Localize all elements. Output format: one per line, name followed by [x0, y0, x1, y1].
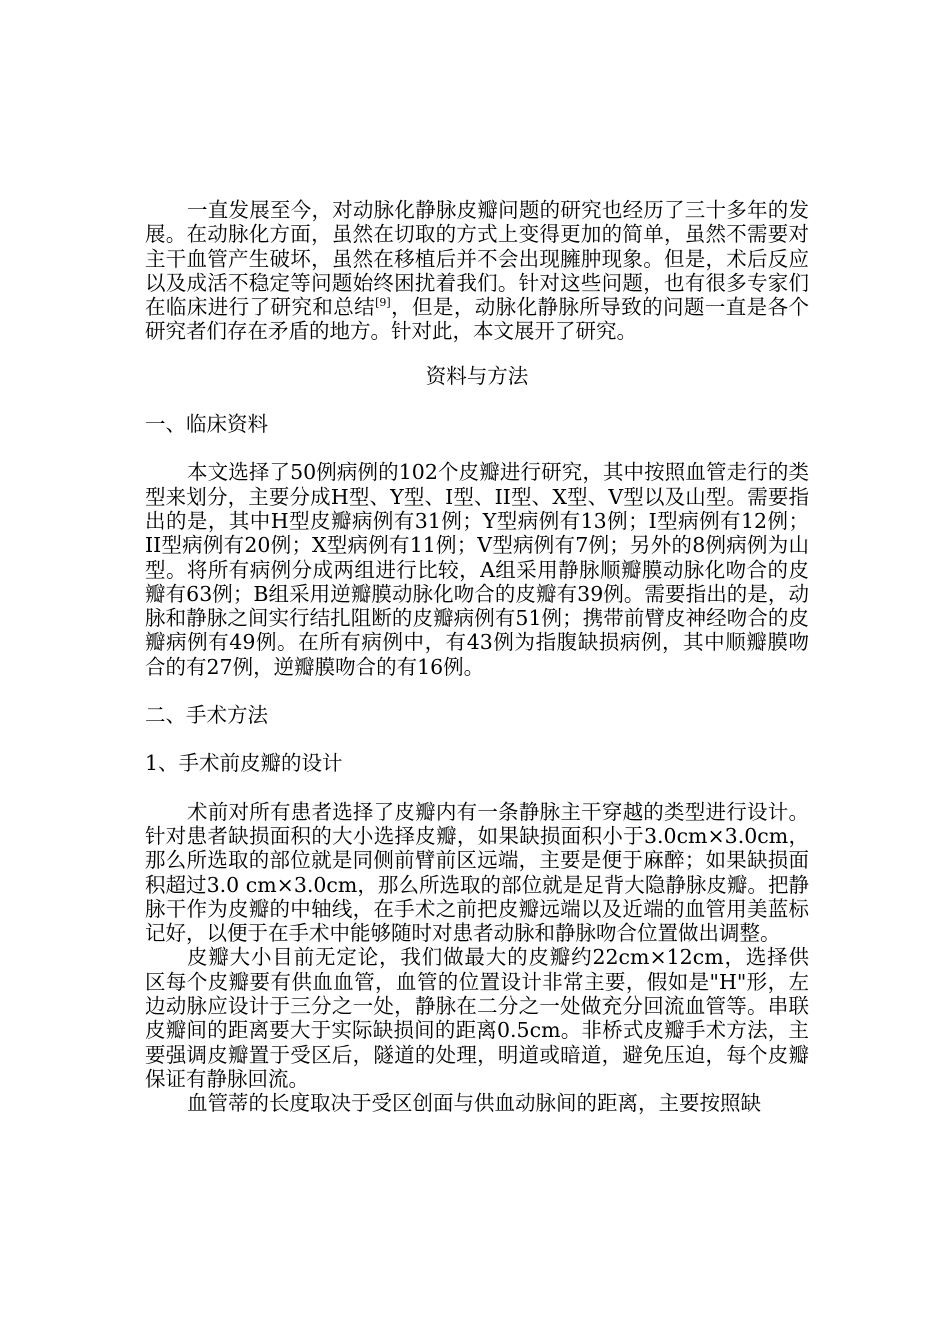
heading-surgical-method: 二、手术方法 [145, 703, 268, 728]
heading-preop-flap-design: 1、手术前皮瓣的设计 [145, 751, 343, 776]
heading-clinical-data: 一、临床资料 [145, 412, 268, 437]
flap-design-paragraph-3: 血管蒂的长度取决于受区创面与供血动脉间的距离，主要按照缺 [187, 1091, 761, 1116]
flap-design-paragraph-2: 皮瓣大小目前无定论，我们做最大的皮瓣约22cm×12cm，选择供区每个皮瓣要有供血血管，血管的位置设计非常主要，假如是"H"形，左边动脉应设计于三分之一处，静脉在二分之一处做充分回流血管等。串联皮瓣间的距离要大于实际缺损间的距离0.5cm。非桥式皮瓣手术方法，主要强调皮瓣置于受区后，隧道的处理，明道或暗道，避免压迫，每个皮瓣保证有静脉回流。 [145, 945, 809, 1091]
flap-design-paragraph-1: 术前对所有患者选择了皮瓣内有一条静脉主干穿越的类型进行设计。针对患者缺损面积的大小选择皮瓣，如果缺损面积小于3.0cm×3.0cm，那么所选取的部位就是同侧前臂前区远端，主要是便于麻醉；如果缺损面积超过3.0 cm×3.0cm，那么所选取的部位就是足背大隐静脉皮瓣。把静脉干作为皮瓣的中轴线，在手术之前把皮瓣远端以及近端的血管用美蓝标记好，以便于在手术中能够随时对患者动脉和静脉吻合位置做出调整。 [145, 799, 809, 946]
intro-text-part-2: ，但是，动脉化静脉所导致的问题一直是各个研究者们存在矛盾的地方。针对此，本文展开了研究。 [145, 295, 810, 344]
intro-paragraph [145, 198, 809, 344]
clinical-data-paragraph: 本文选择了50例病例的102个皮瓣进行研究，其中按照血管走行的类型来划分，主要分成H型、Y型、I型、II型、X型、V型以及山型。需要指出的是，其中H型皮瓣病例有31例；Y型病例有13例；I型病例有12例；II型病例有20例；X型病例有11例；V型病例有7例；另外的8例病例为山型。将所有病例分成两组进行比较，A组采用静脉顺瓣膜动脉化吻合的皮瓣有63例；B组采用逆瓣膜动脉化吻合的皮瓣有39例。需要指出的是，动脉和静脉之间实行结扎阻断的皮瓣病例有51例；携带前臂皮神经吻合的皮瓣病例有49例。在所有病例中，有43例为指腹缺损病例，其中顺瓣膜吻合的有27例，逆瓣膜吻合的有16例。 [145, 460, 809, 679]
section-title: 资料与方法 [425, 363, 529, 388]
document-body [145, 198, 809, 1116]
intro-text-part-1: 一直发展至今，对动脉化静脉皮瓣问题的研究也经历了三十多年的发展。在动脉化方面，虽然在切取的方式上变得更加的简单，虽然不需要对主干血管产生破坏，虽然在移植后并不会出现臃肿现象。但是，术后反应以及成活不稳定等问题始终困扰着我们。针对这些问题，也有很多专家们在临床进行了研究和总结 [145, 198, 809, 320]
citation-reference: [9] [375, 296, 391, 310]
